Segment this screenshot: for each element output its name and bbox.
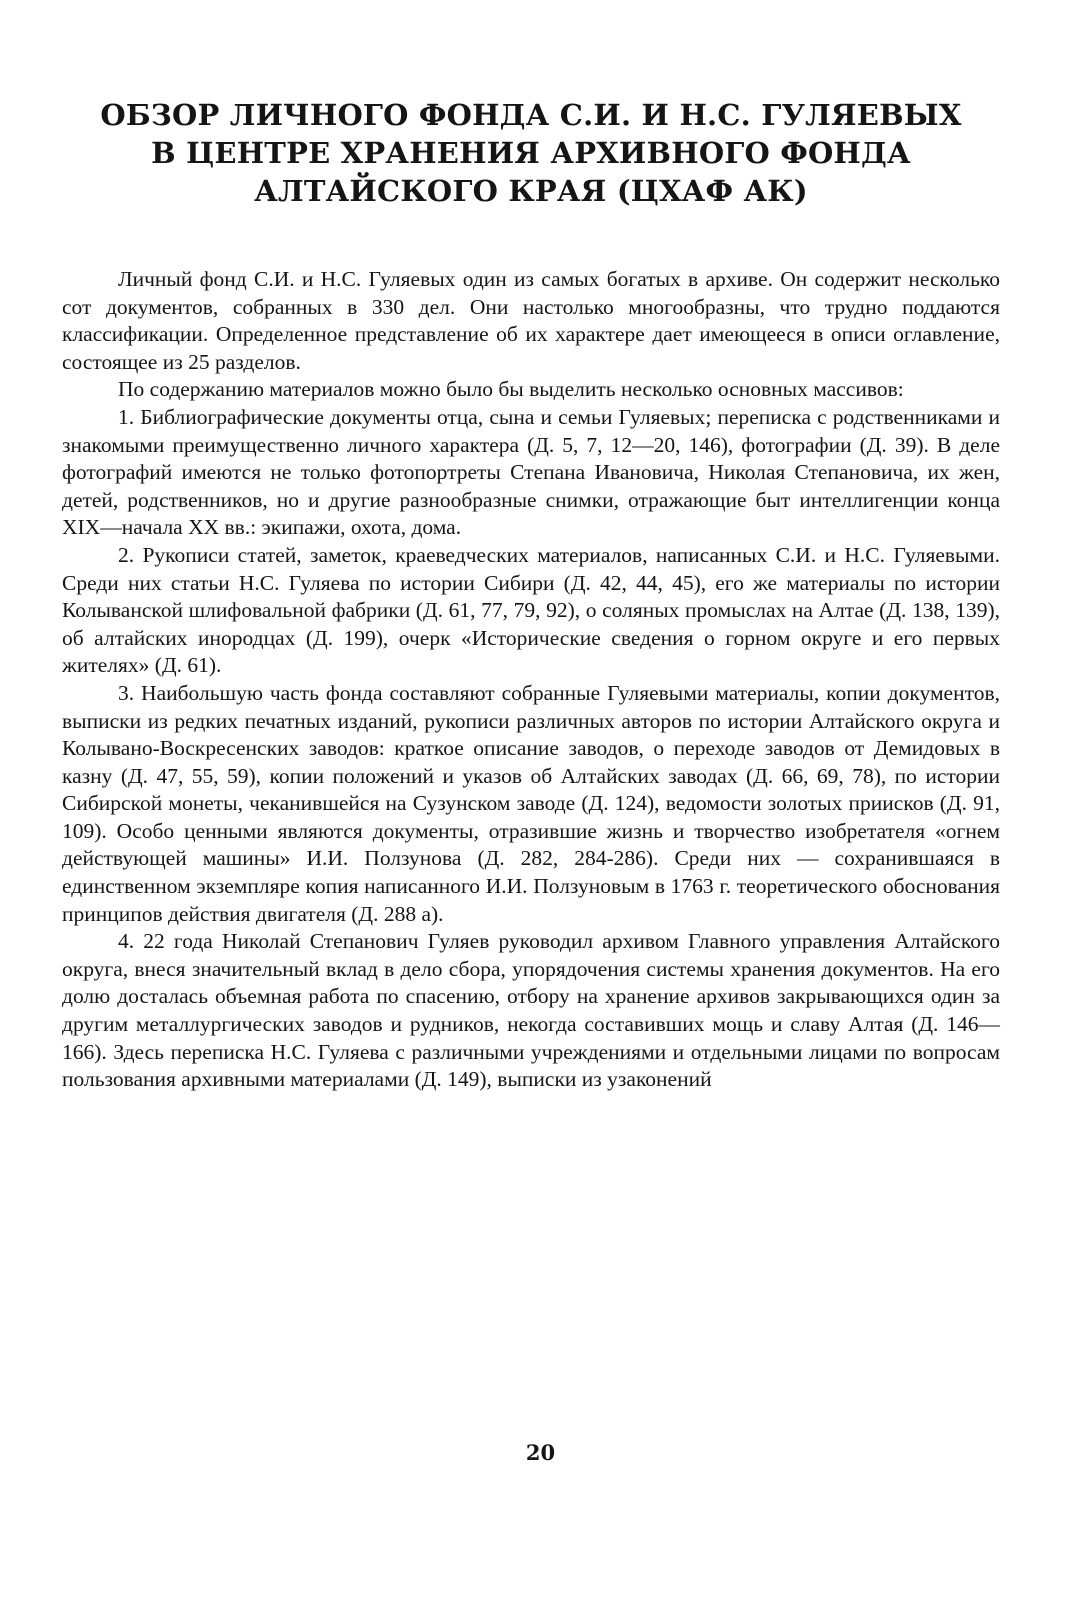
paragraph-intro: Личный фонд С.И. и Н.С. Гуляевых один из самых богатых в архиве. Он содержит несколько сот документов, собранных в 330 дел. Они настолько многообразны, что трудно поддаются классификации. Определенное представление об их характере дает имеющееся в описи оглавление, состоящее из 25 разделов.: [62, 267, 1000, 374]
paragraph-overview: По содержанию материалов можно было бы выделить несколько основных массивов:: [118, 377, 904, 402]
title-line-1: ОБЗОР ЛИЧНОГО ФОНДА С.И. И Н.С. ГУЛЯЕВЫХ: [100, 98, 962, 132]
paragraph-item-2: 2. Рукописи статей, заметок, краеведческих материалов, написанных С.И. и Н.С. Гуляевыми. Среди них статьи Н.С. Гуляева по истории Сибири (Д. 42, 44, 45), его же материалы по истории Колыванской шлифовальной фабрики (Д. 61, 77, 79, 92), о соляных промыслах на Алтае (Д. 138, 139), об алтайских инородцах (Д. 199), очерк «Исторические сведения о горном округе и его первых жителях» (Д. 61).: [62, 542, 1000, 678]
title-line-3: АЛТАЙСКОГО КРАЯ (ЦХАФ АК): [254, 174, 808, 208]
paragraph-item-3: 3. Наибольшую часть фонда составляют собранные Гуляевыми материалы, копии документов, выписки из редких печатных изданий, рукописи различных авторов по истории Алтайского округа и Колывано-Воскресенских заводов: краткое описание заводов, о переходе заводов от Демидовых в казну (Д. 47, 55, 59), копии положений и указов об Алтайских заводах (Д. 66, 69, 78), по истории Сибирской монеты, чеканившейся на Сузунском заводе (Д. 124), ведомости золотых приисков (Д. 91, 109). Особо ценными являются документы, отразившие жизнь и творчество изобретателя «огнем действующей машины» И.И. Ползунова (Д. 282, 284-286). Среди них — сохранившаяся в единственном экземпляре копия написанного И.И. Ползуновым в 1763 г. теоретического обоснования принципов действия двигателя (Д. 288 а).: [62, 680, 1000, 926]
document-page: [62, 96, 1000, 1094]
page-number: 20: [525, 1440, 556, 1465]
paragraph-item-1: 1. Библиографические документы отца, сына и семьи Гуляевых; переписка с родственниками и знакомыми преимущественно личного характера (Д. 5, 7, 12—20, 146), фотографии (Д. 39). В деле фотографий имеются не только фотопортреты Степана Ивановича, Николая Степановича, их жен, детей, родственников, но и другие разнообразные снимки, отражающие быт интеллигенции конца XIX—начала XX вв.: экипажи, охота, дома.: [62, 404, 1000, 540]
page-title: [62, 96, 1000, 210]
title-line-2: В ЦЕНТРЕ ХРАНЕНИЯ АРХИВНОГО ФОНДА: [151, 136, 911, 170]
body-text: [62, 266, 1000, 1094]
paragraph-item-4: 4. 22 года Николай Степанович Гуляев руководил архивом Главного управления Алтайского округа, внеся значительный вклад в дело сбора, упорядочения системы хранения документов. На его долю досталась объемная работа по спасению, отбору на хранение архивов закрывающихся один за другим металлургических заводов и рудников, некогда составивших мощь и славу Алтая (Д. 146—166). Здесь переписка Н.С. Гуляева с различными учреждениями и отдельными лицами по вопросам пользования архивными материалами (Д. 149), выписки из узаконений: [62, 929, 1000, 1092]
